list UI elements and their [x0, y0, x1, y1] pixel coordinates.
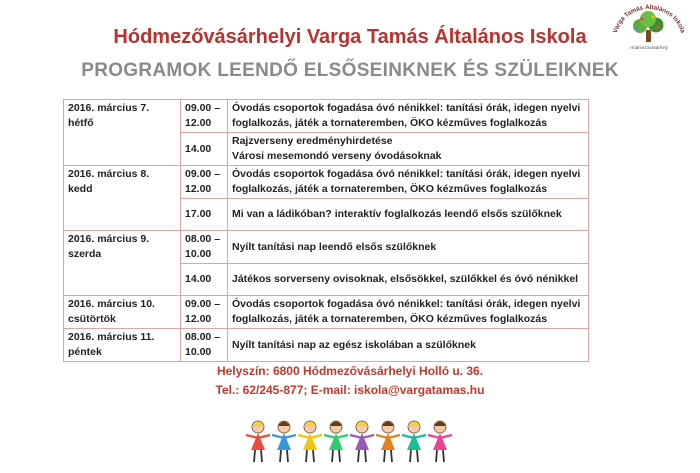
child-figure-icon — [376, 421, 400, 462]
school-logo — [606, 4, 692, 52]
child-figure-icon — [324, 421, 348, 462]
program-description — [228, 100, 589, 133]
time-cell — [181, 264, 228, 296]
date-text: 2016. március 8. — [68, 168, 150, 180]
children-row-icon — [245, 416, 455, 468]
description-line: Nyílt tanítási nap leendő elsős szülőknek — [232, 240, 437, 253]
time-start: 09.00 – — [185, 168, 221, 180]
child-figure-icon — [428, 421, 452, 462]
time-cell — [181, 329, 228, 362]
time-cell — [181, 231, 228, 264]
schedule-row — [64, 296, 589, 329]
date-text: 2016. március 9. — [68, 233, 150, 245]
description-line: Óvodás csoportok fogadása óvó nénikkel: tanítási órák, idegen nyelvi — [232, 298, 581, 310]
location-text: Helyszín: 6800 Hódmezővásárhelyi Holló u. 36. — [216, 364, 484, 378]
weekday-text: hétfő — [68, 117, 94, 129]
time-end: 12.00 — [185, 183, 212, 195]
description-line: Városi mesemondó verseny óvodásoknak — [232, 150, 442, 162]
program-description — [228, 264, 589, 296]
child-figure-icon — [298, 421, 322, 462]
schedule-row — [64, 166, 589, 199]
date-text: 2016. március 7. — [68, 102, 150, 114]
program-description — [228, 199, 589, 231]
program-description — [228, 231, 589, 264]
date-text: 2016. március 10. — [68, 298, 155, 310]
time-cell — [181, 296, 228, 329]
logo-arc-text: Varga Tamás Általános Iskola — [611, 4, 687, 34]
contact-text: Tel.: 62/245-877; E-mail: iskola@vargatamas.hu — [215, 383, 485, 397]
day-cell — [64, 166, 181, 231]
description-line: Rajzverseny eredményhirdetése — [232, 135, 393, 147]
time-start: 14.00 — [185, 273, 212, 285]
description-line: Óvodás csoportok fogadása óvó nénikkel: tanítási órák, idegen nyelvi — [232, 102, 581, 114]
day-cell — [64, 329, 181, 362]
description-line: Óvodás csoportok fogadása óvó nénikkel: tanítási órák, idegen nyelvi — [232, 168, 581, 180]
description-line: Mi van a ládikóban? interaktív foglalkozás leendő elsős szülőknek — [232, 208, 562, 220]
weekday-text: csütörtök — [68, 313, 116, 325]
time-cell — [181, 133, 228, 166]
schedule-row — [64, 231, 589, 264]
time-end: 12.00 — [185, 313, 212, 325]
schedule-row — [64, 329, 589, 362]
day-cell — [64, 231, 181, 296]
time-start: 08.00 – — [185, 331, 221, 343]
time-end: 10.00 — [185, 248, 212, 260]
time-start: 09.00 – — [185, 298, 221, 310]
weekday-text: kedd — [68, 183, 93, 195]
program-description — [228, 329, 589, 362]
day-cell — [64, 296, 181, 329]
program-schedule-table — [63, 99, 589, 362]
program-description — [228, 166, 589, 199]
program-subtitle: PROGRAMOK LEENDŐ ELSŐSEINKNEK ÉS SZÜLEIKNEK — [81, 60, 619, 81]
time-start: 09.00 – — [185, 102, 221, 114]
program-description — [228, 133, 589, 166]
logo-city-text: Hódmezővásárhely — [630, 45, 668, 50]
child-figure-icon — [272, 421, 296, 462]
program-description — [228, 296, 589, 329]
child-figure-icon — [246, 421, 270, 462]
schedule-row — [64, 100, 589, 133]
description-line: Nyílt tanítási nap az egész iskolában a szülőknek — [232, 338, 476, 351]
date-text: 2016. március 11. — [68, 331, 155, 343]
child-figure-icon — [402, 421, 426, 462]
description-line: foglalkozás, játék a tornateremben, ÖKO kézműves foglalkozás — [232, 313, 548, 325]
description-line: Játékos sorverseny ovisoknak, elsősökkel, szülőkkel és óvó nénikkel — [232, 273, 579, 285]
school-title: Hódmezővásárhelyi Varga Tamás Általános Iskola — [113, 26, 587, 48]
time-cell — [181, 166, 228, 199]
day-cell — [64, 100, 181, 166]
child-figure-icon — [350, 421, 374, 462]
time-start: 08.00 – — [185, 233, 221, 245]
time-end: 12.00 — [185, 117, 212, 129]
weekday-text: szerda — [68, 248, 102, 260]
time-cell — [181, 100, 228, 133]
time-start: 17.00 — [185, 208, 212, 220]
weekday-text: péntek — [68, 346, 102, 358]
tree-logo-icon — [633, 11, 664, 42]
time-cell — [181, 199, 228, 231]
time-start: 14.00 — [185, 142, 212, 155]
time-end: 10.00 — [185, 346, 212, 358]
description-line: foglalkozás, játék a tornateremben, ÖKO kézműves foglalkozás — [232, 117, 548, 129]
description-line: foglalkozás, játék a tornateremben, ÖKO kézműves foglalkozás — [232, 183, 548, 195]
